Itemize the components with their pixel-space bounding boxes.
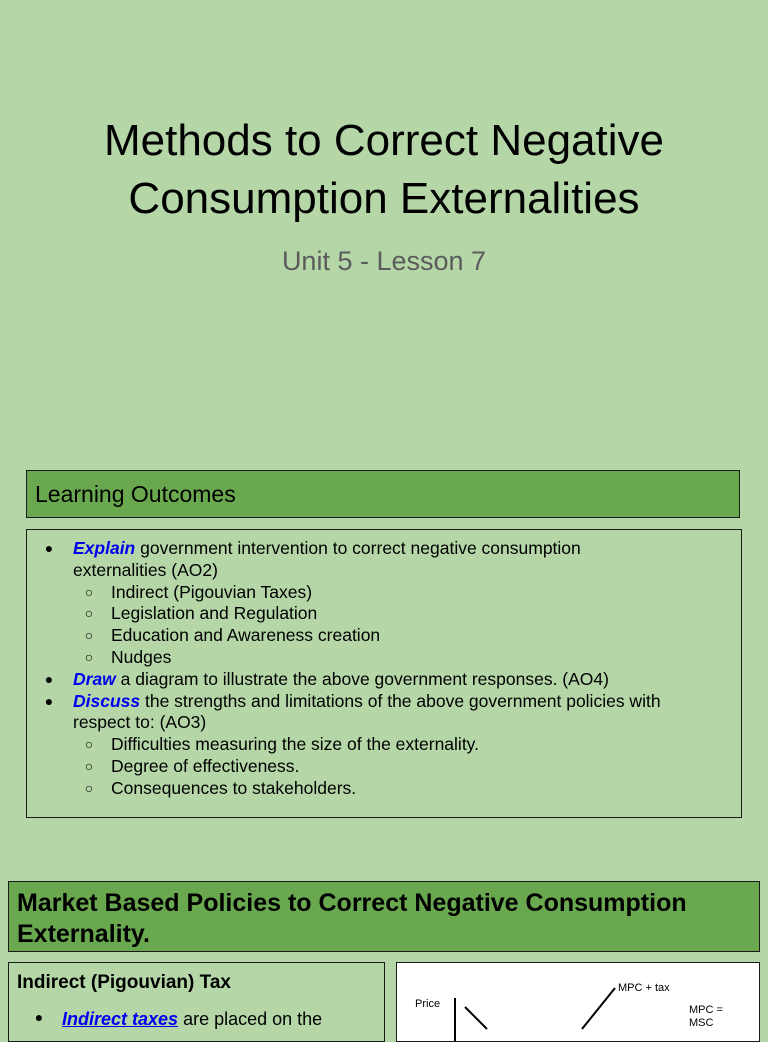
outcome-item-draw — [27, 669, 741, 691]
bullet-circle-icon: ○ — [84, 648, 94, 665]
bullet-circle-icon: ○ — [84, 627, 94, 644]
learning-outcomes-header: Learning Outcomes — [26, 470, 740, 518]
indirect-tax-keyword: Indirect taxes — [62, 1009, 179, 1029]
outcome-continuation: externalities (AO2) — [73, 559, 218, 580]
market-based-heading-line-1: Market Based Policies to Correct Negative Consumption — [17, 889, 687, 917]
outcome-subitem — [27, 603, 741, 625]
indirect-tax-box — [8, 962, 385, 1042]
slide-subtitle: Unit 5 - Lesson 7 — [281, 246, 487, 276]
bullet-circle-icon: ○ — [84, 736, 94, 753]
outcome-item-discuss — [27, 691, 741, 713]
subitem-label: Degree of effectiveness. — [111, 755, 300, 776]
outcome-subitem — [27, 647, 741, 669]
mpc-tax-label: MPC + tax — [618, 982, 670, 994]
outcome-text: government intervention to correct negative consumption — [135, 538, 581, 558]
price-axis-label: Price — [415, 998, 441, 1010]
outcome-text: the strengths and limitations of the above government policies with — [140, 690, 661, 711]
bullet-circle-icon: ○ — [84, 779, 94, 796]
subitem-label: Consequences to stakeholders. — [111, 777, 357, 798]
outcome-subitem — [27, 625, 741, 647]
outcome-text: a diagram to illustrate the above government responses. (AO4) — [115, 668, 609, 689]
indirect-tax-title: Indirect (Pigouvian) Tax — [17, 972, 231, 993]
outcome-keyword: Draw — [73, 668, 116, 689]
bullet-circle-icon: ○ — [84, 757, 94, 774]
outcome-subitem — [27, 582, 741, 604]
bullet-dot-icon: ● — [44, 692, 54, 709]
outcome-keyword: Explain — [73, 538, 136, 558]
tax-diagram-svg — [397, 963, 760, 1042]
mpc-msc-label-line-2: MSC — [689, 1017, 714, 1029]
bullet-dot-icon: ● — [34, 1009, 44, 1025]
outcome-subitem — [27, 734, 741, 756]
slide-title-line-2: Consumption Externalities — [128, 174, 640, 223]
outcome-item-explain — [27, 538, 741, 560]
market-based-policies-header — [8, 881, 760, 952]
subitem-label: Legislation and Regulation — [111, 603, 318, 624]
subitem-label: Indirect (Pigouvian Taxes) — [111, 581, 313, 602]
indirect-tax-bullet — [17, 1009, 376, 1030]
slide-title — [0, 112, 768, 228]
bullet-dot-icon: ● — [44, 540, 54, 556]
subitem-label: Difficulties measuring the size of the externality. — [111, 734, 479, 755]
learning-outcomes-list — [26, 529, 742, 818]
market-based-heading-line-2: Externality. — [17, 920, 150, 948]
subitem-label: Nudges — [111, 646, 172, 667]
outcome-keyword: Discuss — [73, 690, 141, 711]
outcome-subitem — [27, 756, 741, 778]
mpc-tax-curve — [582, 988, 615, 1029]
outcome-subitem — [27, 778, 741, 800]
outcome-continuation: respect to: (AO3) — [73, 712, 207, 733]
bullet-circle-icon: ○ — [84, 583, 94, 600]
subitem-label: Education and Awareness creation — [111, 625, 381, 646]
bullet-dot-icon: ● — [44, 670, 54, 687]
indirect-tax-text: are placed on the — [178, 1009, 323, 1029]
slide-title-line-1: Methods to Correct Negative — [103, 116, 665, 165]
mpc-msc-label-line-1: MPC = — [689, 1004, 723, 1016]
demand-curve — [465, 1007, 487, 1029]
tax-diagram — [396, 962, 760, 1042]
bullet-circle-icon: ○ — [84, 605, 94, 622]
